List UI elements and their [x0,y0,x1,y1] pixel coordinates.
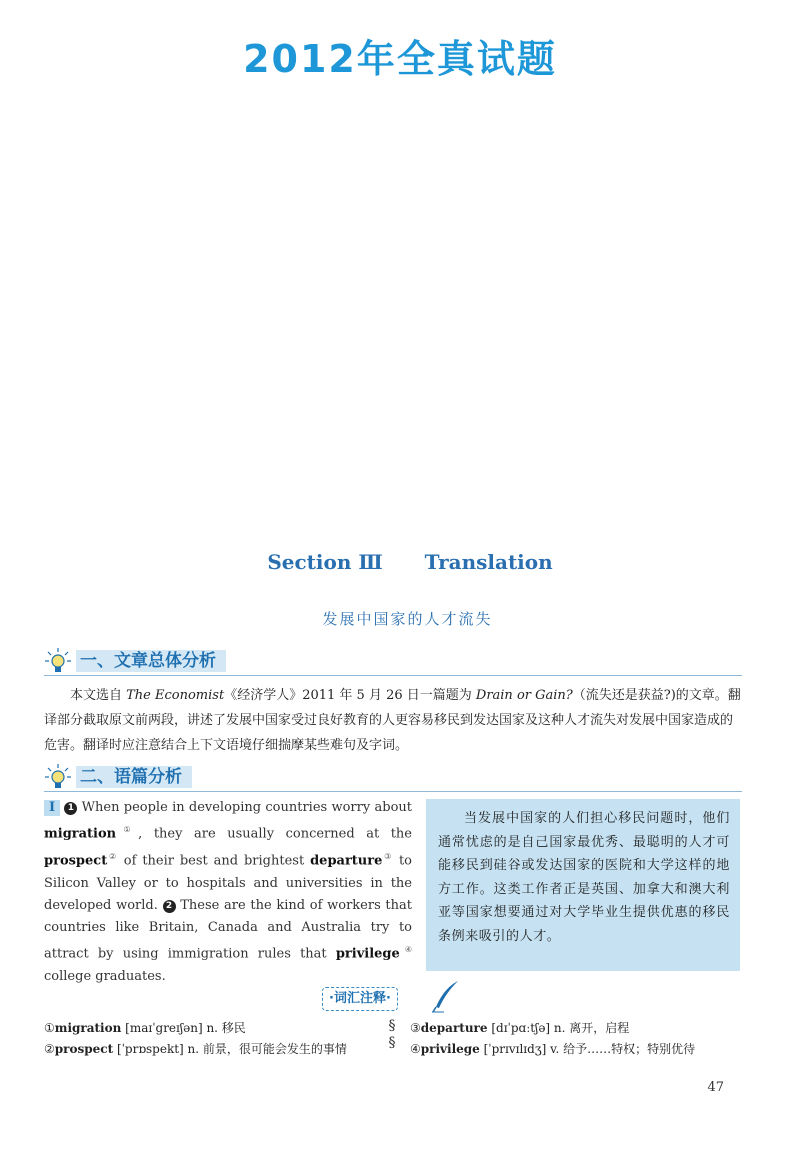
vocab-item: ④privilege [ˈprɪvɪlɪdʒ] v. 给予……特权；特别优待 [410,1042,696,1056]
vocab-header [322,983,472,1015]
section-heading [0,550,800,574]
source-title: The Economist [126,688,225,703]
vocab-separator: § § [388,1018,396,1051]
sentence-number-1: 1 [64,802,77,815]
paragraph-marker: Ⅰ [44,800,60,816]
vocab-item: ②prospect [ˈprɒspekt] n. 前景，很可能会发生的事情 [44,1042,347,1056]
section-name: Translation [424,550,553,574]
section-label: Section [267,550,352,574]
lightbulb-icon [44,647,72,675]
vocab-word-departure: departure [310,853,383,869]
sentence-number-2: 2 [163,900,176,913]
translation-box: 当发展中国家的人们担心移民问题时，他们通常忧虑的是自己国家最优秀、最聪明的人才可能移民到硅谷或发达国家的医院和大学这样的地方工作。这类工作者正是英国、加拿大和澳大利亚等国家想要通过对大学毕业生提供优惠的移民条例来吸引的人才。 [426,799,740,971]
discourse-heading [44,765,742,792]
section-number: Ⅲ [358,550,383,574]
vocab-word-privilege: privilege [335,946,400,962]
vocab-item: ③departure [dɪˈpɑːtʃə] n. 离开，启程 [410,1021,630,1035]
lightbulb-icon [44,763,72,791]
vocab-item: ①migration [maɪˈgreɪʃən] n. 移民 [44,1021,246,1035]
page-number: 47 [707,1080,724,1095]
analysis-heading-text: 一、文章总体分析 [76,650,226,672]
vocab-word-prospect: prospect [44,853,108,869]
page-title: 2012年全真试题 [243,37,557,81]
article-english-title: Drain or Gain? [475,688,573,703]
analysis-heading [44,649,742,676]
analysis-paragraph: 本文选自 The Economist《经济学人》2011 年 5 月 26 日一篇题为 Drain or Gain?（流失还是获益?)的文章。翻译部分截取原文前两段，讲述了发展中国家受过良好教育的人更容易移民到发达国家及这种人才流失对发展中国家造成的危害。翻译时应注意结合上下文语境仔细揣摩某些难句及字词。 [44,688,741,753]
english-passage: Ⅰ 1 When people in developing countries worry about migration①, they are usually concerned at the prospect② of their best and brightest departure③ to Silicon Valley or to hospitals and universities in the developed world. 2 These are the kind of workers that countries like Britain, Canada and Australia try to attract by using immigration rules that privilege④ college graduates. [44,800,413,985]
vocab-word-migration: migration [44,826,117,842]
vocab-title: ·词汇注释· [322,987,398,1011]
quill-icon [430,979,462,1013]
discourse-heading-text: 二、语篇分析 [76,766,192,788]
article-title: 发展中国家的人才流失 [322,610,493,628]
